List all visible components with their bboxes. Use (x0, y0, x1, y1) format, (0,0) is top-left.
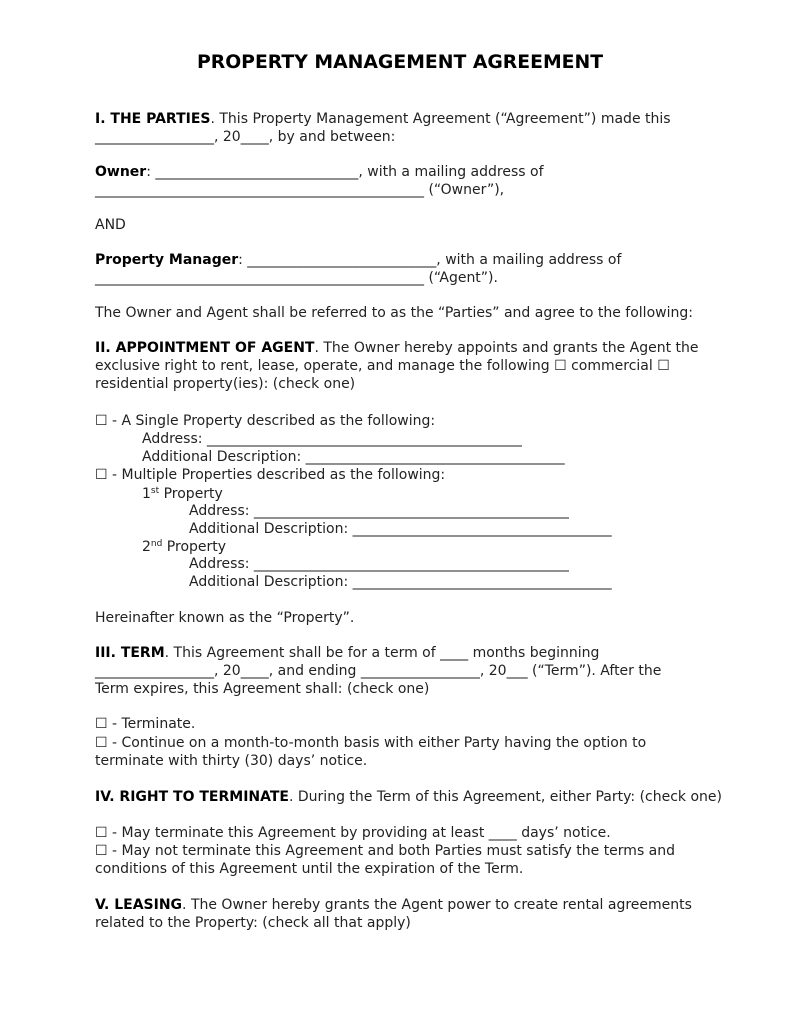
second-address-field[interactable]: Address: _____________________________________________ (189, 556, 569, 572)
may-terminate-checkbox[interactable]: ☐ - May terminate this Agreement by providing at least ____ days’ notice. (95, 825, 611, 841)
first-description-field[interactable]: Additional Description: _____________________________________ (189, 521, 612, 537)
continue-option-checkbox[interactable]: ☐ - Continue on a month-to-month basis with either Party having the option to (95, 735, 647, 751)
manager-name-field[interactable]: : ___________________________, with a mailing address of (238, 252, 622, 268)
appointment-line-1 (95, 339, 699, 357)
parties-heading: I. THE PARTIES (95, 111, 211, 127)
and-text: AND (95, 217, 126, 233)
continue-option-text: terminate with thirty (30) days’ notice. (95, 753, 368, 769)
first-property-label: 1st Property (142, 486, 223, 502)
may-not-terminate-text: conditions of this Agreement until the expiration of the Term. (95, 861, 524, 877)
manager-address-field[interactable]: _______________________________________________ (“Agent”). (95, 270, 498, 286)
page-title: PROPERTY MANAGEMENT AGREEMENT (196, 52, 604, 73)
may-not-terminate-checkbox[interactable]: ☐ - May not terminate this Agreement and both Parties must satisfy the terms and (95, 843, 676, 859)
multiple-properties-checkbox[interactable]: ☐ - Multiple Properties described as the following: (95, 467, 446, 483)
term-months-field[interactable]: . This Agreement shall be for a term of ____ months beginning (164, 645, 600, 661)
appointment-text: . The Owner hereby appoints and grants the Agent the (314, 340, 699, 356)
parties-line-2[interactable]: _________________, 20____, by and between: (95, 129, 396, 145)
owner-name-field[interactable]: : _____________________________, with a mailing address of (146, 164, 544, 180)
parties-referred-text: The Owner and Agent shall be referred to as the “Parties” and agree to the following: (95, 305, 693, 321)
term-dates-field[interactable]: _________________, 20____, and ending _________________, 20___ (“Term”). After the (95, 663, 662, 679)
term-line-3: Term expires, this Agreement shall: (check one) (95, 681, 430, 697)
leasing-line-2: related to the Property: (check all that apply) (95, 915, 411, 931)
single-property-checkbox[interactable]: ☐ - A Single Property described as the following: (95, 413, 436, 429)
parties-line-1 (95, 110, 671, 128)
appointment-heading: II. APPOINTMENT OF AGENT (95, 340, 315, 356)
owner-label: Owner (95, 164, 147, 180)
first-address-field[interactable]: Address: _____________________________________________ (189, 503, 569, 519)
owner-line-1 (95, 163, 544, 181)
leasing-text: . The Owner hereby grants the Agent power to create rental agreements (182, 897, 692, 913)
manager-label: Property Manager (95, 252, 239, 268)
terminate-option-checkbox[interactable]: ☐ - Terminate. (95, 716, 196, 732)
terminate-text: . During the Term of this Agreement, either Party: (check one) (289, 789, 722, 805)
term-line-1 (95, 644, 599, 662)
second-description-field[interactable]: Additional Description: _____________________________________ (189, 574, 612, 590)
hereinafter-text: Hereinafter known as the “Property”. (95, 610, 355, 626)
terminate-line-1 (95, 788, 722, 806)
manager-line-1 (95, 251, 621, 269)
appointment-line-3: residential property(ies): (check one) (95, 376, 356, 392)
second-property-label: 2nd Property (142, 539, 227, 555)
terminate-heading: IV. RIGHT TO TERMINATE (95, 789, 289, 805)
term-heading: III. TERM (95, 645, 165, 661)
single-address-field[interactable]: Address: _____________________________________________ (142, 431, 522, 447)
owner-address-field[interactable]: _______________________________________________ (“Owner”), (95, 182, 505, 198)
single-description-field[interactable]: Additional Description: _____________________________________ (142, 449, 565, 465)
parties-text: . This Property Management Agreement (“Agreement”) made this (210, 111, 671, 127)
appointment-type-checkboxes[interactable]: exclusive right to rent, lease, operate, and manage the following ☐ commercial ☐ (95, 358, 670, 374)
leasing-line-1 (95, 896, 692, 914)
leasing-heading: V. LEASING (95, 897, 183, 913)
